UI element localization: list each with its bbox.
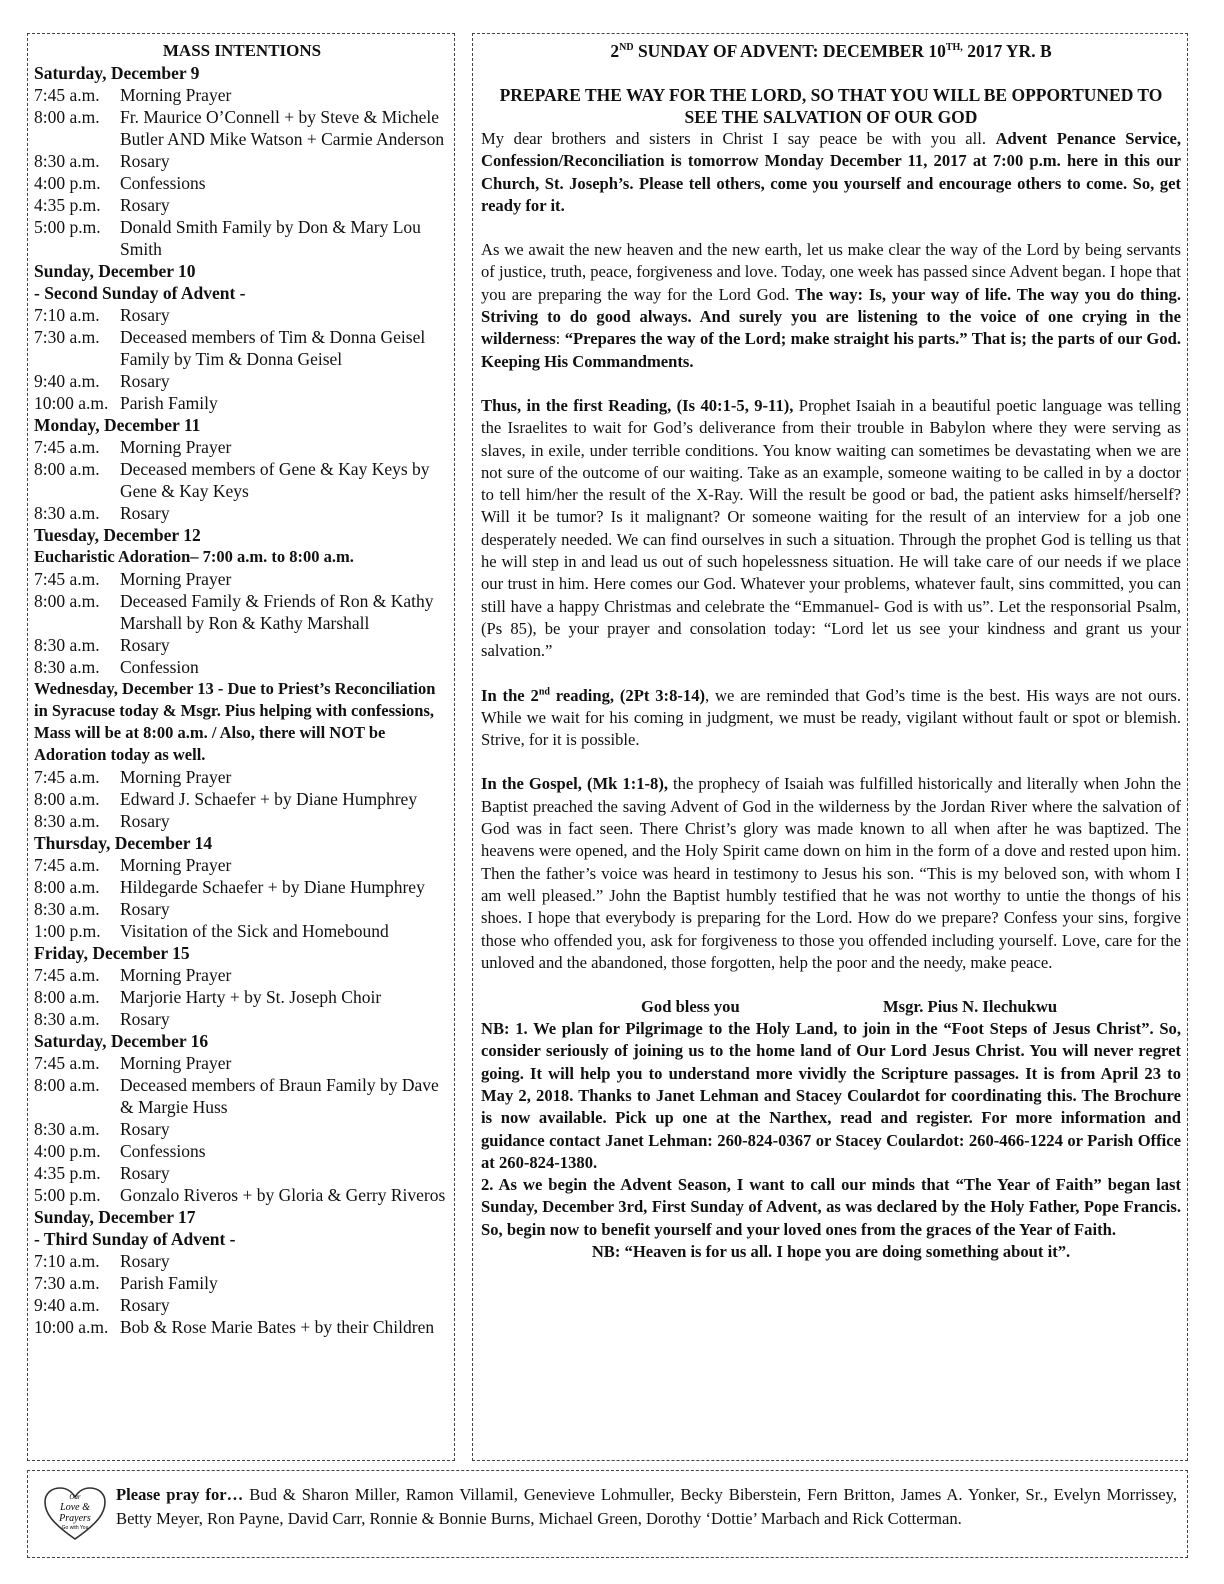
mass-entry (34, 810, 450, 832)
mass-intention: Rosary (120, 305, 170, 325)
mass-entry (34, 1294, 450, 1316)
mass-time: 7:30 a.m. (34, 327, 100, 347)
mass-time: 4:00 p.m. (34, 1141, 101, 1161)
mass-entry (34, 1184, 450, 1206)
mass-entry (34, 1052, 450, 1074)
mass-time: 9:40 a.m. (34, 1295, 100, 1315)
mass-entry (34, 172, 450, 194)
prayer-list-panel (27, 1470, 1188, 1558)
mass-entry (34, 1316, 450, 1338)
mass-time: 8:30 a.m. (34, 1119, 100, 1139)
mass-intention: Rosary (120, 1295, 170, 1315)
mass-entry (34, 920, 450, 942)
mass-intention: Confessions (120, 1141, 206, 1161)
letter-title: 2ND SUNDAY OF ADVENT: DECEMBER $10^{TH,}$ 2017 YR. B (610, 41, 1052, 61)
mass-entry (34, 304, 450, 326)
mass-entry (34, 854, 450, 876)
mass-time: 8:30 a.m. (34, 657, 100, 677)
mass-entry (34, 986, 450, 1008)
mass-intention: Rosary (120, 811, 170, 831)
mass-time: 7:30 a.m. (34, 1273, 100, 1293)
mass-intention: Morning Prayer (120, 767, 232, 787)
mass-time: 8:00 a.m. (34, 459, 100, 479)
mass-entry (34, 766, 450, 788)
mass-intention: Rosary (120, 1119, 170, 1139)
mass-intention: Confession (120, 657, 199, 677)
letter-signature-line (481, 996, 1181, 1018)
letter-paragraph-gospel: In the Gospel, (Mk 1:1-8), the prophecy of Isaiah was fulfilled historically and literally when John the Baptist preached the saving Advent of God in the wilderness by the Jordan River where the salvation of God was in fact seen. There Christ’s glory was made known to all when after he was baptized. The heavens were opened, and the Holy Spirit came down on him in the form of a dove and rested upon him. Then the father’s voice was heard in testimony to Jesus his son. “This is my beloved son, with whom I am well pleased.” John the Baptist humbly testified that he was not worthy to untie the thongs of his shoes. I hope that everybody is preparing for the Lord. How do we prepare? Confess your sins, forgive those who offended you, ask for forgiveness to those you offended including yourself. Love, care for the unloved and the abandoned, those forgotten, help the poor and the needy, make peace. (481, 774, 1181, 972)
mass-time: 4:35 p.m. (34, 1163, 101, 1183)
mass-entry (34, 1074, 450, 1118)
mass-intention: Morning Prayer (120, 85, 232, 105)
mass-time: 7:45 a.m. (34, 855, 100, 875)
mass-entry (34, 1250, 450, 1272)
mass-entry (34, 216, 450, 260)
mass-time: 7:45 a.m. (34, 569, 100, 589)
mass-entry (34, 150, 450, 172)
mass-entry (34, 326, 450, 370)
schedule-note: Eucharistic Adoration– 7:00 a.m. to 8:00 a.m. (34, 547, 354, 566)
letter-paragraph-second-reading: In the 2nd reading, (2Pt 3:8-14), we are reminded that God’s time is the best. His ways are not ours. While we wait for his coming in judgment, we must be ready, vigilant without fault or spot or blemish. Strive, for it is possible. (481, 685, 1182, 750)
blessing: God bless you (641, 997, 740, 1017)
mass-time: 8:00 a.m. (34, 987, 100, 1007)
day-heading: Saturday, December 9 (34, 63, 200, 83)
mass-time: 8:30 a.m. (34, 151, 100, 171)
mass-entry (34, 106, 450, 150)
mass-entry (34, 964, 450, 986)
mass-time: 8:30 a.m. (34, 811, 100, 831)
mass-intentions-title: MASS INTENTIONS (162, 41, 322, 60)
day-heading: Tuesday, December 12 (34, 525, 201, 545)
letter-paragraph-intro: My dear brothers and sisters in Christ I say peace be with you all. Advent Penance Service, Confession/Reconciliation is tomorrow Monday December 11, 2017 at 7:00 p.m. here in this our Church, St. Joseph’s. Please tell others, come you yourself and encourage others to come. So, get ready for it. (481, 129, 1182, 215)
mass-entry (34, 1118, 450, 1140)
icon-text-love: Love & (60, 1502, 90, 1513)
mass-time: 7:10 a.m. (34, 305, 100, 325)
mass-intentions-panel (27, 33, 455, 1461)
mass-time: 7:45 a.m. (34, 437, 100, 457)
mass-entry (34, 194, 450, 216)
mass-time: 9:40 a.m. (34, 371, 100, 391)
mass-time: 7:45 a.m. (34, 85, 100, 105)
mass-intention: Rosary (120, 635, 170, 655)
mass-intention: Rosary (120, 371, 170, 391)
mass-time: 5:00 p.m. (34, 217, 101, 237)
mass-time: 7:45 a.m. (34, 767, 100, 787)
letter-nb-heaven: NB: “Heaven is for us all. I hope you are doing something about it”. (591, 1242, 1071, 1262)
prayer-list-text (116, 1483, 1177, 1531)
prayer-list-lead: Please pray for… (116, 1485, 244, 1504)
mass-entry (34, 1272, 450, 1294)
mass-entry (34, 656, 450, 678)
mass-intention: Morning Prayer (120, 569, 232, 589)
mass-intention: Rosary (120, 503, 170, 523)
day-heading: Sunday, December 17 (34, 1207, 196, 1227)
letter-subtitle: PREPARE THE WAY FOR THE LORD, SO THAT YOU WILL BE OPPORTUNED TO SEE THE SALVATION OF OUR GOD (499, 85, 1163, 127)
mass-intention: Fr. Maurice O’Connell + by Steve & Michele Butler AND Mike Watson + Carmie Anderson (120, 107, 445, 149)
mass-intention: Visitation of the Sick and Homebound (120, 921, 389, 941)
mass-intention: Rosary (120, 1009, 170, 1029)
mass-intention: Deceased members of Gene & Kay Keys by Gene & Kay Keys (120, 459, 430, 501)
mass-intention: Rosary (120, 1163, 170, 1183)
mass-time: 8:30 a.m. (34, 503, 100, 523)
letter-nb-year-of-faith: 2. As we begin the Advent Season, I want to call our minds that “The Year of Faith” began last Sunday, December 3rd, First Sunday of Advent, as was declared by the Holy Father, Pope Francis. So, begin now to benefit yourself and your loved ones from the graces of the Year of Faith. (481, 1175, 1181, 1239)
mass-time: 8:00 a.m. (34, 591, 100, 611)
mass-intention: Deceased members of Braun Family by Dave & Margie Huss (120, 1075, 439, 1117)
mass-entry (34, 898, 450, 920)
mass-time: 4:00 p.m. (34, 173, 101, 193)
mass-entry (34, 370, 450, 392)
mass-intention: Bob & Rose Marie Bates + by their Children (120, 1317, 435, 1337)
mass-time: 8:00 a.m. (34, 1075, 100, 1095)
mass-time: 4:35 p.m. (34, 195, 101, 215)
mass-entry (34, 1162, 450, 1184)
mass-intention: Morning Prayer (120, 1053, 232, 1073)
schedule-note: Wednesday, December 13 - Due to Priest’s Reconciliation in Syracuse today & Msgr. Pius helping with confessions, Mass will be at 8:00 a.m. / Also, there will NOT be Adoration today as well. (34, 679, 436, 764)
mass-intention: Rosary (120, 1251, 170, 1271)
day-heading: Monday, December 11 (34, 415, 201, 435)
mass-entry (34, 502, 450, 524)
mass-intention: Rosary (120, 151, 170, 171)
mass-intentions-list (34, 62, 450, 1338)
mass-intention: Parish Family (120, 1273, 218, 1293)
mass-intention: Deceased members of Tim & Donna Geisel Family by Tim & Donna Geisel (120, 327, 426, 369)
mass-entry (34, 436, 450, 458)
mass-entry (34, 1008, 450, 1030)
day-heading: Sunday, December 10 (34, 261, 196, 281)
mass-time: 8:30 a.m. (34, 899, 100, 919)
mass-time: 8:30 a.m. (34, 635, 100, 655)
love-prayers-heart-icon (42, 1485, 108, 1543)
mass-intention: Rosary (120, 899, 170, 919)
mass-intention: Donald Smith Family by Don & Mary Lou Smith (120, 217, 421, 259)
mass-time: 7:10 a.m. (34, 1251, 100, 1271)
mass-intention: Morning Prayer (120, 855, 232, 875)
mass-time: 8:00 a.m. (34, 789, 100, 809)
day-heading: Saturday, December 16 (34, 1031, 209, 1051)
mass-intention: Rosary (120, 195, 170, 215)
mass-intention: Morning Prayer (120, 437, 232, 457)
pastor-letter-panel (472, 33, 1188, 1461)
mass-time: 7:45 a.m. (34, 965, 100, 985)
mass-entry (34, 788, 450, 810)
prayer-list-names: Bud & Sharon Miller, Ramon Villamil, Genevieve Lohmuller, Becky Biberstein, Fern Britton, James A. Yonker, Sr., Evelyn Morrissey, Betty Meyer, Ron Payne, David Carr, Ronnie & Bonnie Burns, Michael Green, Dorothy ‘Dottie’ Marbach and Rick Cotterman. (116, 1485, 1177, 1528)
mass-entry (34, 634, 450, 656)
mass-entry (34, 84, 450, 106)
mass-time: 8:00 a.m. (34, 877, 100, 897)
icon-text-our: Our (69, 1493, 81, 1501)
mass-time: 1:00 p.m. (34, 921, 101, 941)
mass-intention: Morning Prayer (120, 965, 232, 985)
mass-entry (34, 392, 450, 414)
mass-intention: Hildegarde Schaefer + by Diane Humphrey (120, 877, 425, 897)
icon-text-prayers: Prayers (59, 1513, 91, 1524)
day-heading: - Third Sunday of Advent - (34, 1229, 236, 1249)
signature: Msgr. Pius N. Ilechukwu (883, 997, 1058, 1017)
mass-entry (34, 876, 450, 898)
mass-time: 8:00 a.m. (34, 107, 100, 127)
letter-nb-pilgrimage: NB: 1. We plan for Pilgrimage to the Holy Land, to join in the “Foot Steps of Jesus Christ”. So, consider seriously of joining us to the home land of Our Lord Jesus Christ. You will never regret going. It will help you to understand more vividly the Scripture passages. It is from April 23 to May 2, 2018. Thanks to Janet Lehman and Stacey Coulardot for coordinating this. The Brochure is now available. Pick up one at the Narthex, read and register. For more information and guidance contact Janet Lehman: 260-824-0367 or Stacey Coulardot: 260-466-1224 or Parish Office at 260-824-1380. (481, 1019, 1181, 1172)
mass-time: 8:30 a.m. (34, 1009, 100, 1029)
mass-intention: Confessions (120, 173, 206, 193)
mass-intention: Gonzalo Riveros + by Gloria & Gerry Riveros (120, 1185, 446, 1205)
mass-entry (34, 568, 450, 590)
mass-time: 10:00 a.m. (34, 393, 109, 413)
mass-intention: Edward J. Schaefer + by Diane Humphrey (120, 789, 418, 809)
mass-entry (34, 590, 450, 634)
mass-intention: Deceased Family & Friends of Ron & Kathy Marshall by Ron & Kathy Marshall (120, 591, 434, 633)
mass-entry (34, 1140, 450, 1162)
mass-time: 7:45 a.m. (34, 1053, 100, 1073)
mass-entry (34, 458, 450, 502)
letter-paragraph-first-reading: Thus, in the first Reading, (Is 40:1-5, 9-11), Prophet Isaiah in a beautiful poetic language was telling the Israelites to wait for God’s deliverance from their trouble in Babylon where they were serving as slaves, in exile, under terrible conditions. You know waiting can sometimes be devastating when we are not sure of the outcome of our waiting. Take as an example, someone waiting to be called in by a doctor to tell him/her the result of the X-Ray. Will the result be good or bad, the patient asks himself/herself? Will it be tumor? Is it malignant? Or someone waiting for the result of an interview for a job one desperately needed. We can find ourselves in such a situation. Through the prophet God is telling us that he will step in and lead us out of such hopelessness situation. He will take care of our needs if we place our trust in him. Here comes our God. Whatever your problems, whatever fault, sins committed, you can still have a happy Christmas and celebrate the “Emmanuel- God is with us”. Let the responsorial Psalm, (Ps 85), be your prayer and consolation today: “Lord let us see your kindness and grant us your salvation.” (481, 395, 1181, 661)
letter-paragraph-way: As we await the new heaven and the new earth, let us make clear the way of the Lord by being servants of justice, truth, peace, forgiveness and love. Today, one week has passed since Advent began. I hope that you are preparing the way for the Lord God. The way: Is, your way of life. The way you do thing. Striving to do good always. And surely you are listening to the voice of one crying in the wilderness: “Prepares the way of the Lord; make straight his parts.” That is; the parts of our God. Keeping His Commandments. (481, 240, 1181, 371)
day-heading: Thursday, December 14 (34, 833, 213, 853)
mass-time: 10:00 a.m. (34, 1317, 109, 1337)
mass-intention: Parish Family (120, 393, 218, 413)
icon-text-go-with-you: Go with You (61, 1525, 89, 1531)
day-heading: Friday, December 15 (34, 943, 190, 963)
day-heading: - Second Sunday of Advent - (34, 283, 246, 303)
mass-intention: Marjorie Harty + by St. Joseph Choir (120, 987, 382, 1007)
mass-time: 5:00 p.m. (34, 1185, 101, 1205)
